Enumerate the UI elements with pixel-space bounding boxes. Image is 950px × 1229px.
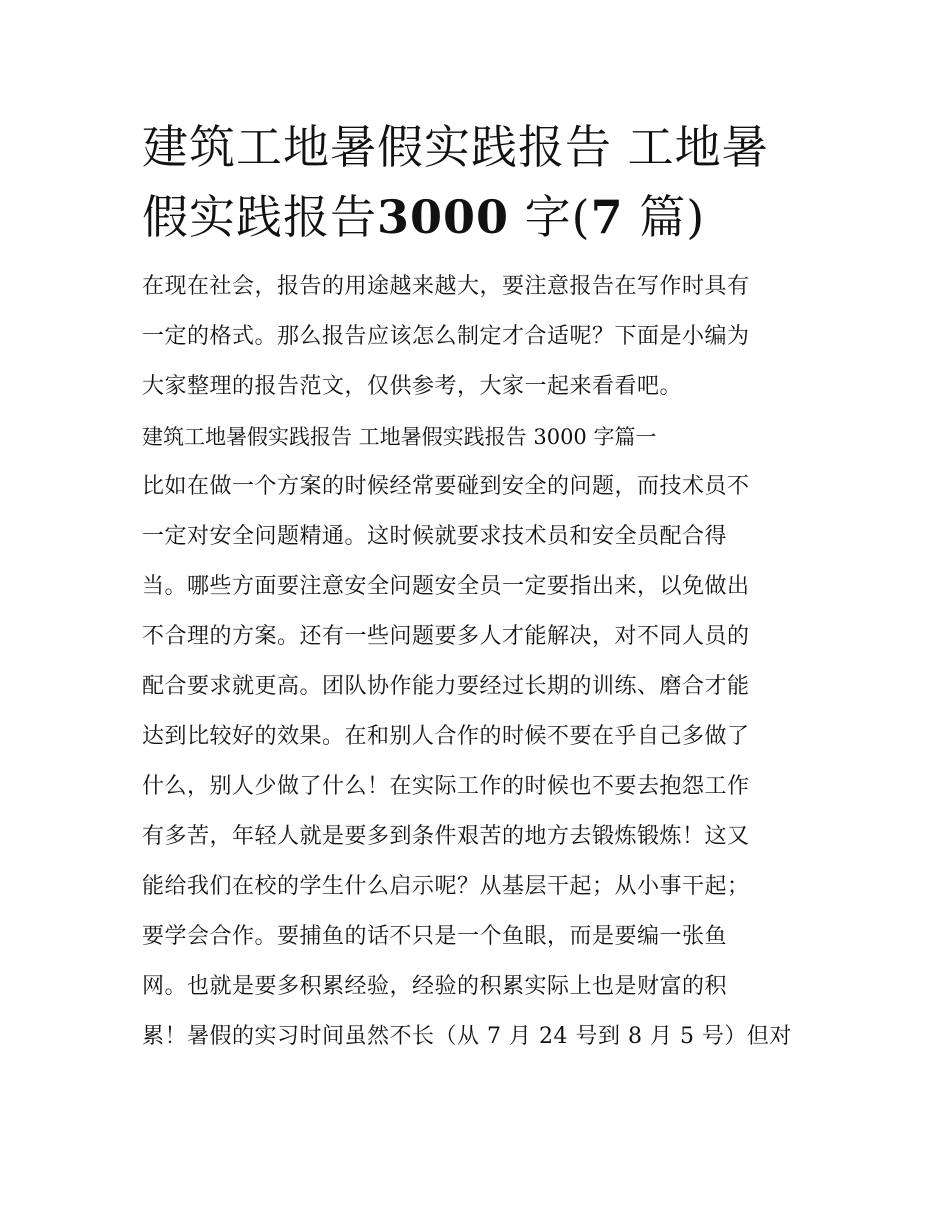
section-heading: 建筑工地暑假实践报告 工地暑假实践报告 3000 字篇一 (142, 425, 657, 449)
title-text-prefix: 假实践报告 (142, 190, 377, 244)
body-line: 网。也就是要多积累经验，经验的积累实际上也是财富的积 (142, 974, 728, 999)
title-line-2 (142, 182, 830, 252)
title-text-suffix: 篇) (639, 190, 706, 244)
intro-line: 在现在社会，报告的用途越来越大，要注意报告在写作时具有 (142, 274, 750, 299)
intro-paragraph (142, 262, 830, 412)
body-line: 有多苦，年轻人就是要多到条件艰苦的地方去锻炼锻炼！这又 (142, 824, 750, 849)
title-text-mid: 字( (524, 190, 591, 244)
title-article-count: 7 (590, 190, 624, 244)
body-line: 一定对安全问题精通。这时候就要求技术员和安全员配合得 (142, 524, 728, 549)
body-line: 什么，别人少做了什么！在实际工作的时候也不要去抱怨工作 (142, 774, 750, 799)
intro-line: 大家整理的报告范文，仅供参考，大家一起来看看吧。 (142, 374, 683, 399)
body-line: 当。哪些方面要注意安全问题安全员一定要指出来，以免做出 (142, 574, 750, 599)
intro-line: 一定的格式。那么报告应该怎么制定才合适呢？下面是小编为 (142, 324, 750, 349)
title-word-count: 3000 (377, 190, 510, 244)
body-line: 达到比较好的效果。在和别人合作的时候不要在乎自己多做了 (142, 724, 750, 749)
body-line: 比如在做一个方案的时候经常要碰到安全的问题，而技术员不 (142, 474, 750, 499)
document-title (142, 112, 830, 252)
title-line-1: 建筑工地暑假实践报告 工地暑 (142, 120, 769, 174)
body-paragraph (142, 462, 830, 1062)
body-line: 不合理的方案。还有一些问题要多人才能解决，对不同人员的 (142, 624, 750, 649)
body-line: 配合要求就更高。团队协作能力要经过长期的训练、磨合才能 (142, 674, 750, 699)
body-line: 累！暑假的实习时间虽然不长（从 7 月 24 号到 8 月 5 号）但对 (142, 1024, 792, 1049)
body-line: 能给我们在校的学生什么启示呢？从基层干起；从小事干起； (142, 874, 750, 899)
body-line: 要学会合作。要捕鱼的话不只是一个鱼眼，而是要编一张鱼 (142, 924, 728, 949)
